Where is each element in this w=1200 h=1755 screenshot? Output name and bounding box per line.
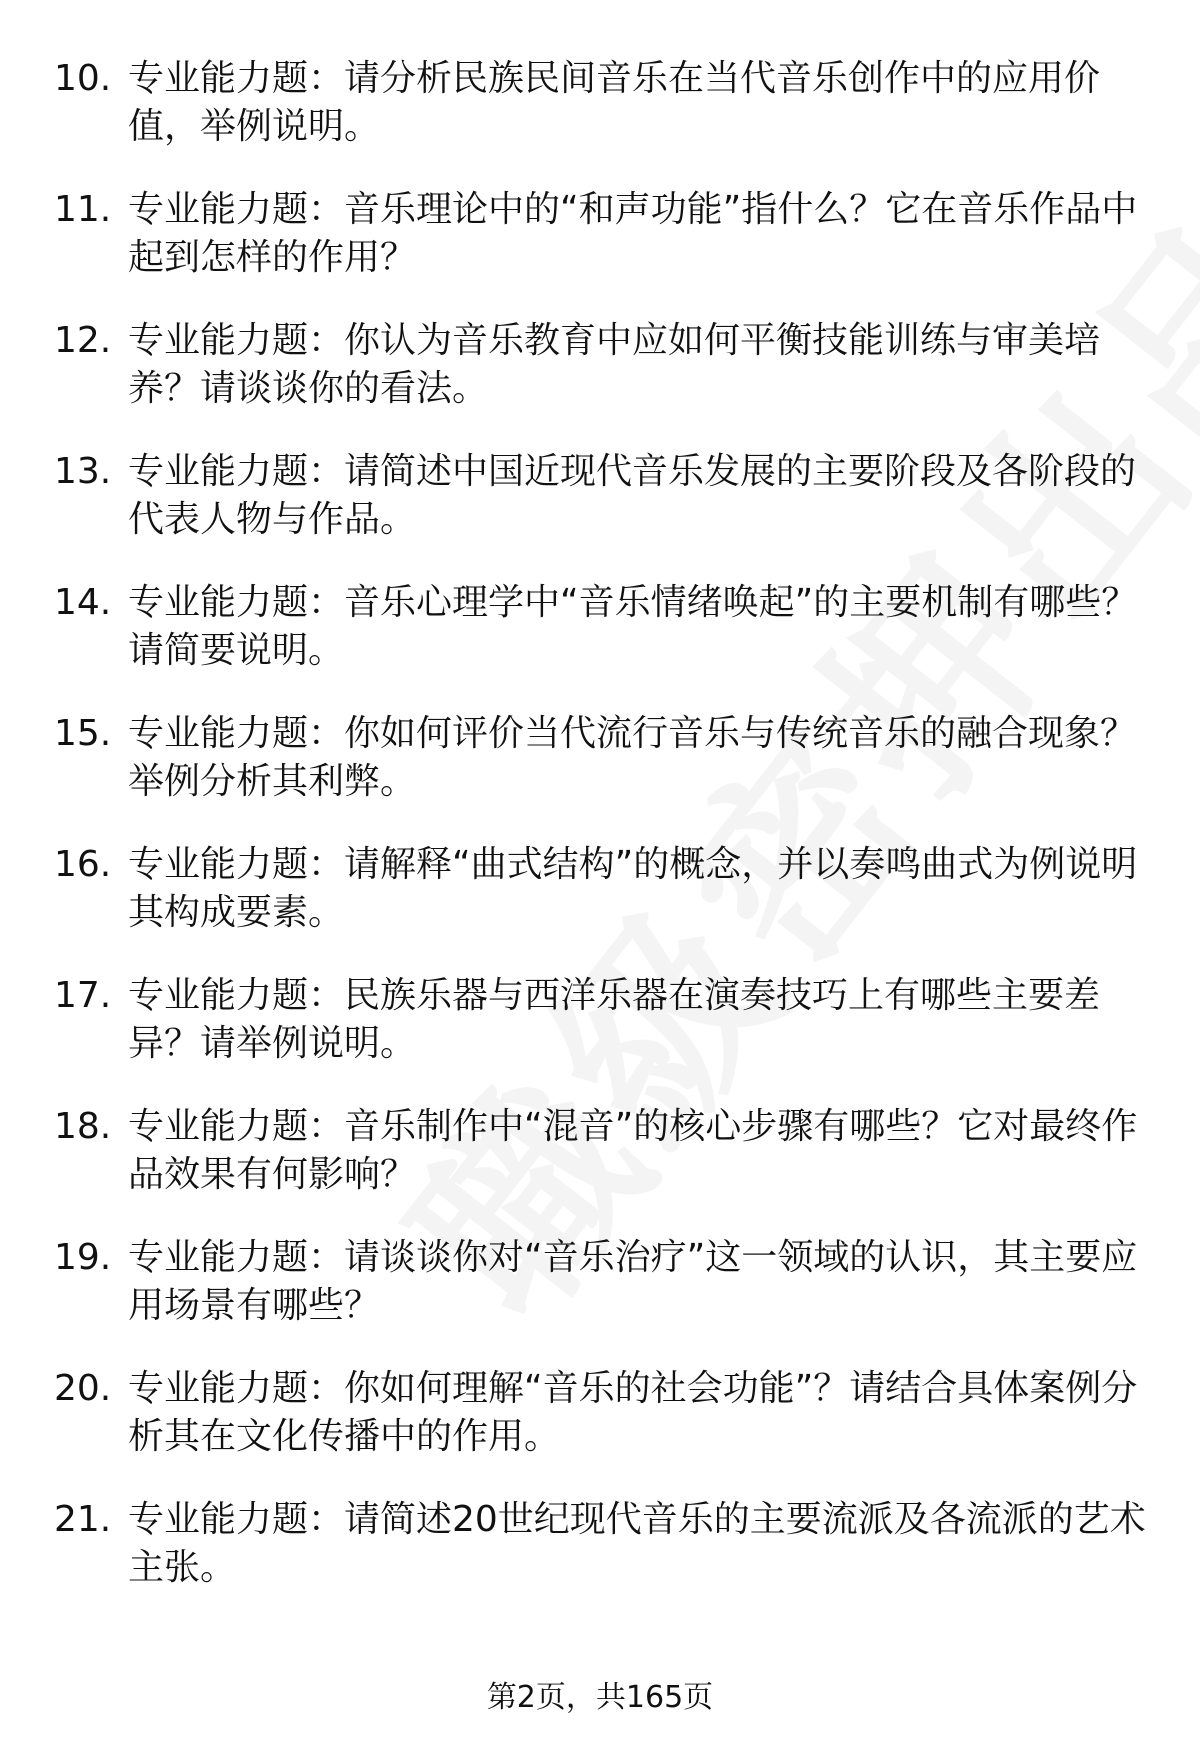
question-item xyxy=(0,1234,1200,1365)
question-item xyxy=(0,186,1200,317)
question-text: 专业能力题：民族乐器与西洋乐器在演奏技巧上有哪些主要差异？请举例说明。 xyxy=(128,975,1101,1064)
question-text: 专业能力题：请解释“曲式结构”的概念，并以奏鸣曲式为例说明其构成要素。 xyxy=(128,844,1138,933)
question-number: 12. xyxy=(54,320,112,361)
question-item xyxy=(0,710,1200,841)
question-item xyxy=(0,317,1200,448)
question-item xyxy=(0,1365,1200,1496)
question-item xyxy=(0,1496,1200,1627)
question-number: 16. xyxy=(54,844,112,885)
question-item xyxy=(0,841,1200,972)
question-number: 13. xyxy=(54,451,112,492)
question-number: 19. xyxy=(54,1237,112,1278)
question-number: 21. xyxy=(54,1499,112,1540)
question-number: 17. xyxy=(54,975,112,1016)
question-number: 18. xyxy=(54,1106,112,1147)
page-indicator: 第2页，共165页 xyxy=(486,1680,714,1715)
question-item xyxy=(0,1103,1200,1234)
question-item xyxy=(0,972,1200,1103)
question-text: 专业能力题：音乐制作中“混音”的核心步骤有哪些？它对最终作品效果有何影响？ xyxy=(128,1106,1138,1195)
question-number: 11. xyxy=(54,189,112,230)
question-number: 10. xyxy=(54,58,112,99)
question-number: 15. xyxy=(54,713,112,754)
question-text: 专业能力题：请简述中国近现代音乐发展的主要阶段及各阶段的代表人物与作品。 xyxy=(128,451,1137,540)
question-text: 专业能力题：音乐理论中的“和声功能”指什么？它在音乐作品中起到怎样的作用？ xyxy=(128,189,1138,278)
question-item xyxy=(0,448,1200,579)
question-number: 14. xyxy=(54,582,112,623)
question-list xyxy=(0,55,1200,1627)
question-text: 专业能力题：音乐心理学中“音乐情绪唤起”的主要机制有哪些？请简要说明。 xyxy=(128,582,1138,671)
question-text: 专业能力题：请简述20世纪现代音乐的主要流派及各流派的艺术主张。 xyxy=(128,1499,1146,1588)
question-item xyxy=(0,579,1200,710)
question-text: 专业能力题：请分析民族民间音乐在当代音乐创作中的应用价值，举例说明。 xyxy=(128,58,1101,147)
question-text: 专业能力题：你如何评价当代流行音乐与传统音乐的融合现象？举例分析其利弊。 xyxy=(128,713,1137,802)
question-text: 专业能力题：你如何理解“音乐的社会功能”？请结合具体案例分析其在文化传播中的作用。 xyxy=(128,1368,1138,1457)
question-item xyxy=(0,55,1200,186)
question-text: 专业能力题：你认为音乐教育中应如何平衡技能训练与审美培养？请谈谈你的看法。 xyxy=(128,320,1101,409)
question-number: 20. xyxy=(54,1368,112,1409)
question-text: 专业能力题：请谈谈你对“音乐治疗”这一领域的认识，其主要应用场景有哪些？ xyxy=(128,1237,1138,1326)
